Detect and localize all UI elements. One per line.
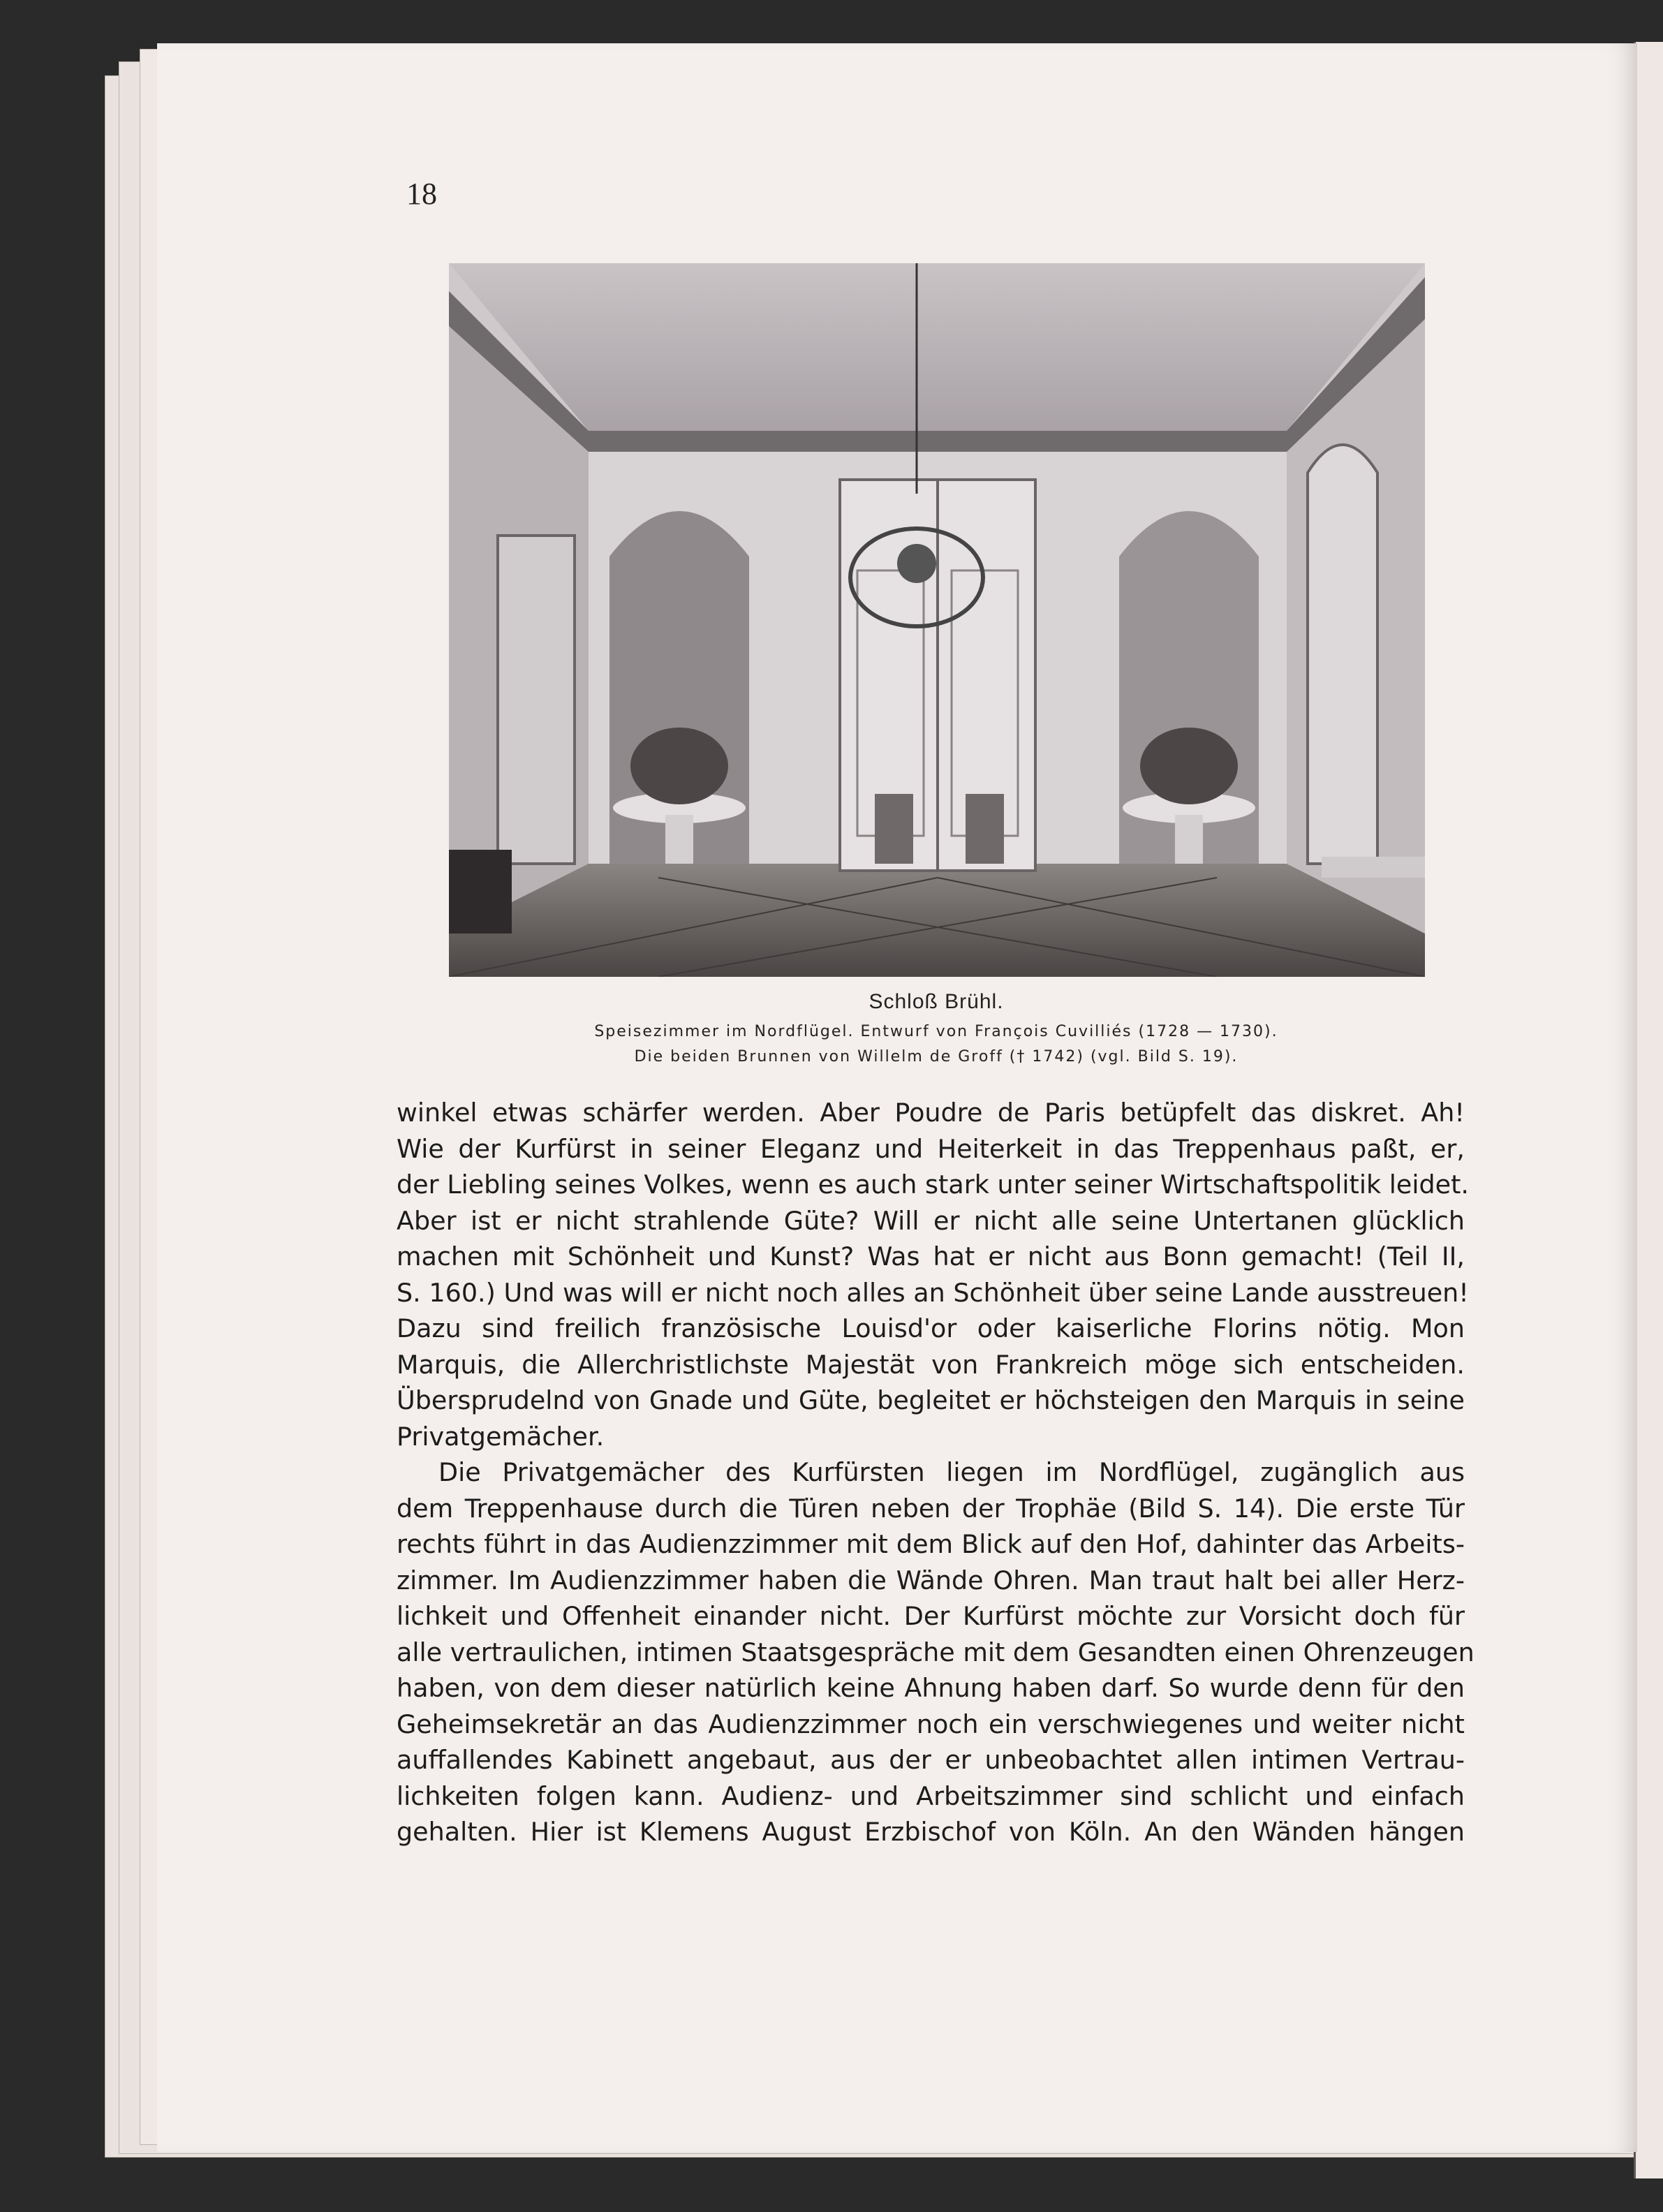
caption-title: Schloß Brühl. [869, 990, 1004, 1013]
room-photograph [449, 263, 1425, 977]
text-line: lichkeit und Offenheit einander nicht. Der Kurfürst möchte zur Vorsicht doch für [397, 1601, 1465, 1631]
figure-caption [419, 985, 1454, 1070]
text-line: dem Treppenhause durch die Türen neben der Trophäe (Bild S. 14). Die erste Tür [397, 1493, 1465, 1524]
facing-page-edge [1634, 42, 1663, 2178]
text-line: Wie der Kurfürst in seiner Eleganz und Heiterkeit in das Treppenhaus paßt, er, [397, 1133, 1465, 1164]
text-line: Die Privatgemächer des Kurfürsten liegen im Nordflügel, zugänglich aus [438, 1457, 1465, 1487]
caption-line: Die beiden Brunnen von Willelm de Groff († 1742) (vgl. Bild S. 19). [634, 1048, 1239, 1066]
text-line: Dazu sind freilich französische Louisd'or oder kaiserliche Florins nötig. Mon [397, 1313, 1465, 1343]
text-line: zimmer. Im Audienzzimmer haben die Wände Ohren. Man traut halt bei aller Herz- [397, 1565, 1465, 1595]
caption-line: Speisezimmer im Nordflügel. Entwurf von François Cuvilliés (1728 — 1730). [594, 1023, 1278, 1040]
text-line: haben, von dem dieser natürlich keine Ahnung haben darf. So wurde denn für den [397, 1673, 1465, 1703]
text-line: Aber ist er nicht strahlende Güte? Will er nicht alle seine Untertanen glücklich [397, 1205, 1465, 1236]
text-line: auffallendes Kabinett angebaut, aus der er unbeobachtet allen intimen Vertrau- [397, 1745, 1465, 1775]
text-line: Privatgemächer. [397, 1421, 605, 1452]
text-line: der Liebling seines Volkes, wenn es auch stark unter seiner Wirtschaftspolitik leidet. [397, 1170, 1470, 1200]
text-line: rechts führt in das Audienzzimmer mit dem Blick auf den Hof, dahinter das Arbeits- [397, 1529, 1465, 1559]
text-line: winkel etwas schärfer werden. Aber Poudre de Paris betüpfelt das diskret. Ah! [397, 1098, 1465, 1128]
text-line: Geheimsekretär an das Audienzzimmer noch ein verschwiegenes und weiter nicht [397, 1709, 1465, 1739]
text-line: Übersprudelnd von Gnade und Güte, begleitet er höchsteigen den Marquis in seine [397, 1385, 1465, 1415]
body-text [397, 1095, 1474, 1850]
text-line: lichkeiten folgen kann. Audienz- und Arbeitszimmer sind schlicht und einfach [397, 1780, 1465, 1811]
page-number: 18 [406, 177, 437, 211]
text-line: machen mit Schönheit und Kunst? Was hat er nicht aus Bonn gemacht! (Teil II, [397, 1241, 1465, 1271]
text-line: alle vertraulichen, intimen Staatsgespräche mit dem Gesandten einen Ohrenzeugen [397, 1637, 1474, 1667]
text-line: Marquis, die Allerchristlichste Majestät von Frankreich möge sich entscheiden. [397, 1349, 1465, 1380]
text-line: S. 160.) Und was will er nicht noch alles an Schönheit über seine Lande ausstreuen! [397, 1277, 1469, 1308]
text-line: gehalten. Hier ist Klemens August Erzbischof von Köln. An den Wänden hängen [397, 1817, 1465, 1847]
